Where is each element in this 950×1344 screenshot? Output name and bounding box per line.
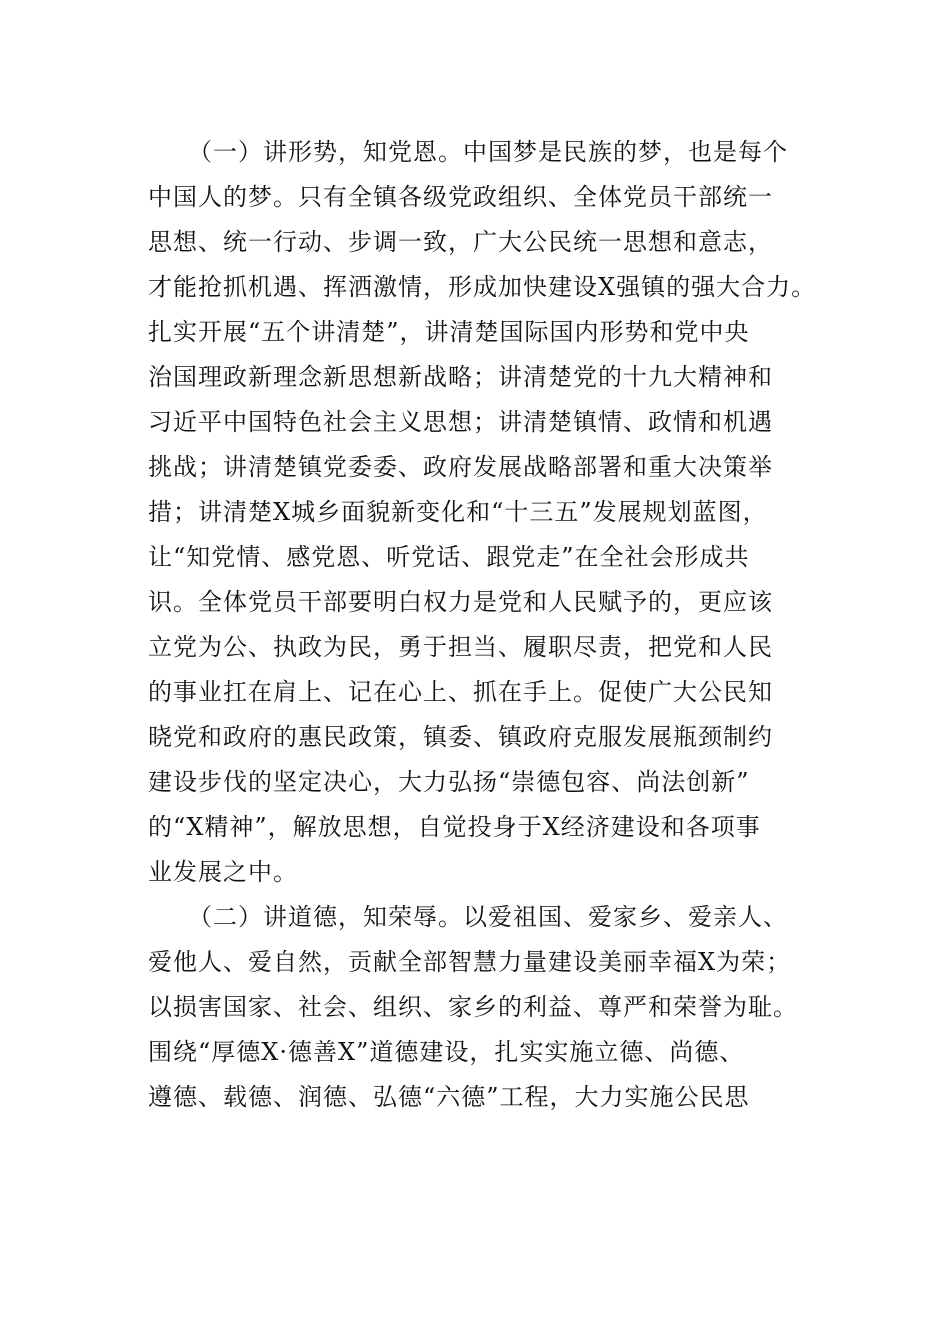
- paragraph-2-line: （二）讲道德，知荣辱。以爱祖国、爱家乡、爱亲人、: [188, 903, 788, 931]
- paragraph-1-line: 才能抢抓机遇、挥洒激情，形成加快建设X强镇的强大合力。: [148, 273, 817, 301]
- paragraph-1-line: 的事业扛在肩上、记在心上、抓在手上。促使广大公民知: [148, 678, 773, 706]
- paragraph-1-line: 让“知党情、感党恩、听党话、跟党走”在全社会形成共: [148, 543, 750, 571]
- paragraph-2-line: 爱他人、爱自然，贡献全部智慧力量建设美丽幸福X为荣；: [148, 948, 792, 976]
- paragraph-1-line: 措；讲清楚X城乡面貌新变化和“十三五”发展规划蓝图，: [148, 498, 768, 526]
- paragraph-1-line: 习近平中国特色社会主义思想；讲清楚镇情、政情和机遇: [148, 408, 773, 436]
- paragraph-1-line: 建设步伐的坚定决心，大力弘扬“崇德包容、尚法创新”: [148, 768, 750, 796]
- paragraph-1-line: 中国人的梦。只有全镇各级党政组织、全体党员干部统一: [148, 183, 773, 211]
- paragraph-1-line: 思想、统一行动、步调一致，广大公民统一思想和意志，: [148, 228, 773, 256]
- paragraph-2-line: 遵德、载德、润德、弘德“六德”工程，大力实施公民思: [148, 1083, 750, 1111]
- paragraph-2-line: 以损害国家、社会、组织、家乡的利益、尊严和荣誉为耻。: [148, 993, 798, 1021]
- paragraph-1-line: （一）讲形势，知党恩。中国梦是民族的梦，也是每个: [188, 138, 788, 166]
- paragraph-1-line: 挑战；讲清楚镇党委委、政府发展战略部署和重大决策举: [148, 453, 773, 481]
- paragraph-1-line: 晓党和政府的惠民政策，镇委、镇政府克服发展瓶颈制约: [148, 723, 773, 751]
- paragraph-2-line: 围绕“厚德X·德善X”道德建设，扎实实施立德、尚德、: [148, 1038, 745, 1066]
- paragraph-1-line: 识。全体党员干部要明白权力是党和人民赋予的，更应该: [148, 588, 773, 616]
- document-body: [148, 130, 848, 1120]
- paragraph-1-line: 治国理政新理念新思想新战略；讲清楚党的十九大精神和: [148, 363, 773, 391]
- paragraph-1-line: 扎实开展“五个讲清楚”，讲清楚国际国内形势和党中央: [148, 318, 750, 346]
- paragraph-1-line: 的“X精神”，解放思想，自觉投身于X经济建设和各项事: [148, 813, 761, 841]
- paragraph-1-line: 立党为公、执政为民，勇于担当、履职尽责，把党和人民: [148, 633, 773, 661]
- paragraph-1-line: 业发展之中。: [148, 858, 298, 886]
